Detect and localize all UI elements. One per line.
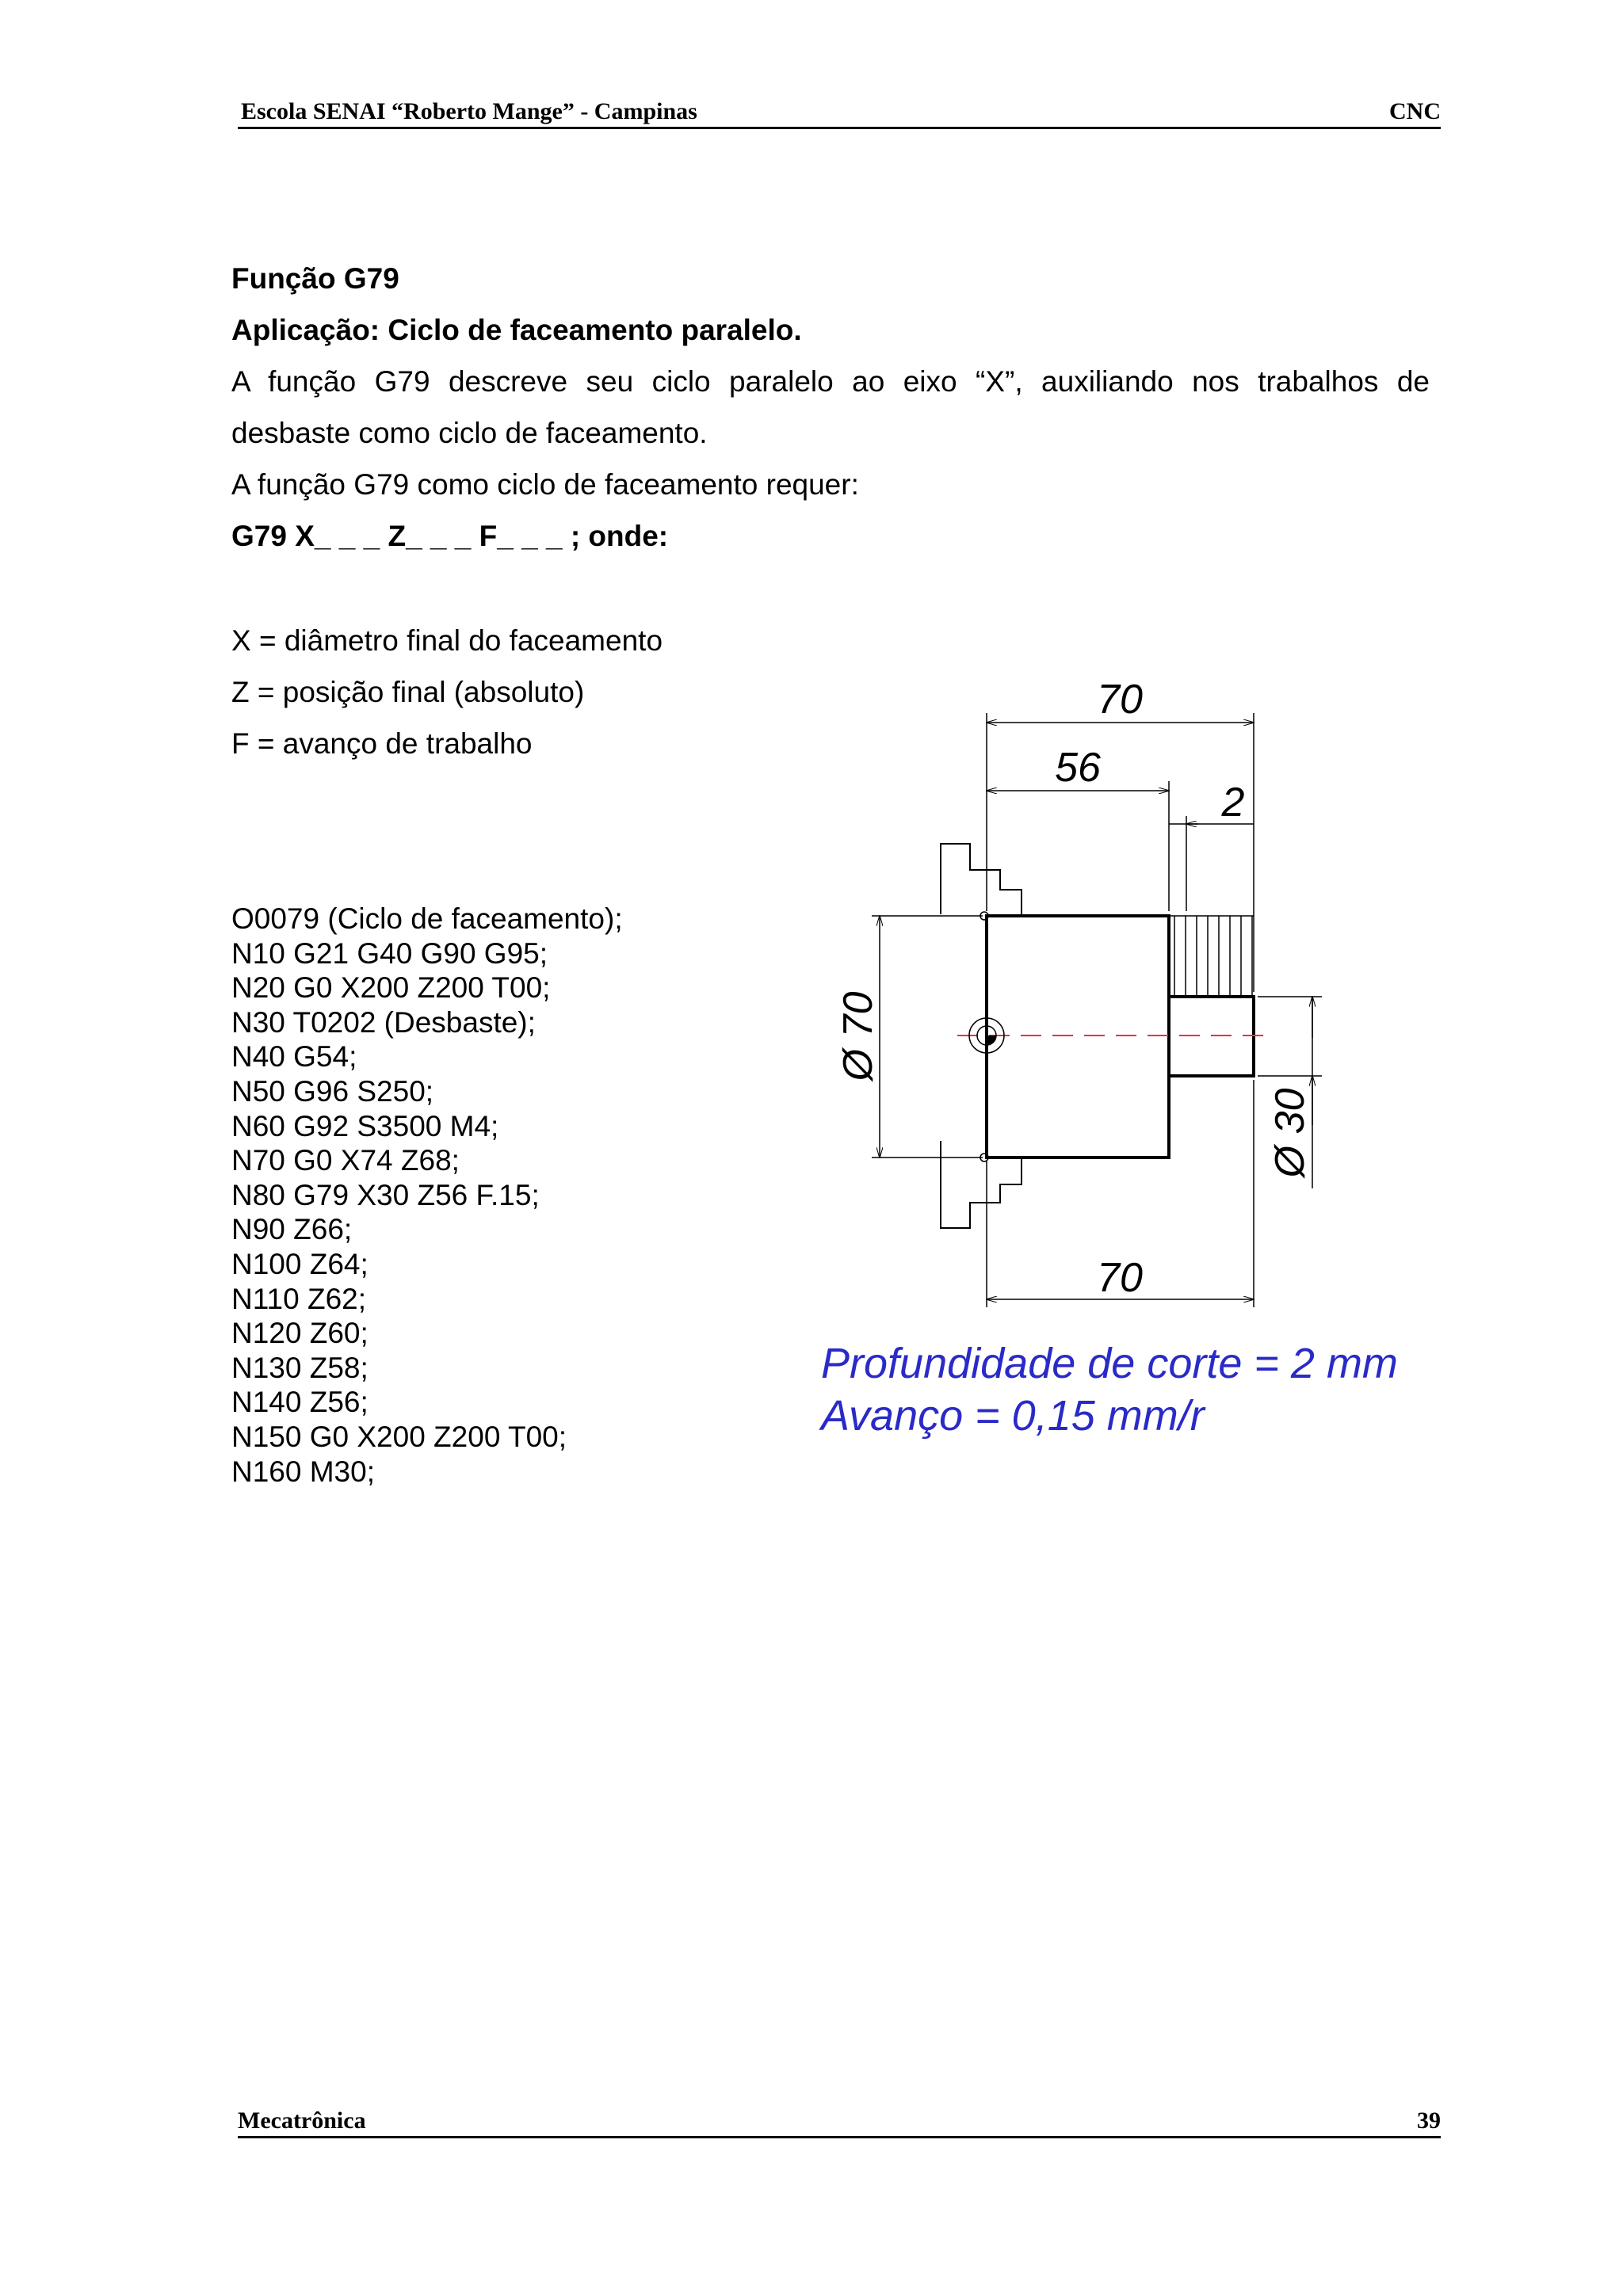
program-line: N120 Z60; xyxy=(231,1317,369,1350)
param-x: X = diâmetro final do faceamento xyxy=(231,624,663,657)
header-subject: CNC xyxy=(1389,98,1441,124)
page-footer xyxy=(238,2104,1441,2138)
section-title: Função G79 xyxy=(231,262,399,295)
dim-label-70-bottom: 70 xyxy=(1097,1255,1143,1301)
dim-label-2: 2 xyxy=(1221,780,1245,826)
description-line-1: A função G79 descreve seu ciclo paralelo ao eixo “X”, auxiliando nos trabalhos de xyxy=(231,365,1430,398)
description-line-2: desbaste como ciclo de faceamento. xyxy=(231,417,708,449)
program-line: N30 T0202 (Desbaste); xyxy=(231,1005,536,1039)
dim-label-70-top: 70 xyxy=(1097,677,1143,723)
program-line: N110 Z62; xyxy=(231,1282,367,1315)
dim-label-dia70: Ø 70 xyxy=(835,991,881,1081)
workpiece-body xyxy=(987,916,1169,1158)
header-school: Escola SENAI “Roberto Mange” - Campinas xyxy=(241,98,697,124)
program-line: O0079 (Ciclo de faceamento); xyxy=(231,902,623,935)
program-line: N10 G21 G40 G90 G95; xyxy=(231,936,548,970)
program-line: N50 G96 S250; xyxy=(231,1074,434,1108)
note-feed-rate: Avanço = 0,15 mm/r xyxy=(821,1392,1205,1440)
program-line: N130 Z58; xyxy=(231,1351,369,1384)
program-line: N60 G92 S3500 M4; xyxy=(231,1109,499,1142)
chuck-jaw-top xyxy=(941,844,1022,914)
page-number: 39 xyxy=(1417,2107,1441,2134)
program-line: N40 G54; xyxy=(231,1040,357,1074)
program-line: N160 M30; xyxy=(231,1455,375,1488)
program-line: N90 Z66; xyxy=(231,1213,353,1246)
chuck-jaw-bottom xyxy=(941,1141,1022,1228)
facing-passes xyxy=(1169,916,1254,997)
dim-label-56: 56 xyxy=(1055,745,1101,791)
requires-text: A função G79 como ciclo de faceamento requer: xyxy=(231,468,859,501)
note-cut-depth: Profundidade de corte = 2 mm xyxy=(821,1340,1398,1387)
param-z: Z = posição final (absoluto) xyxy=(231,676,585,708)
program-line: N20 G0 X200 Z200 T00; xyxy=(231,971,551,1005)
syntax-line: G79 X_ _ _ Z_ _ _ F_ _ _ ; onde: xyxy=(231,520,669,552)
program-line: N150 G0 X200 Z200 T00; xyxy=(231,1420,567,1453)
program-line: N70 G0 X74 Z68; xyxy=(231,1144,460,1177)
param-f: F = avanço de trabalho xyxy=(231,727,533,760)
program-line: N80 G79 X30 Z56 F.15; xyxy=(231,1178,540,1211)
footer-course: Mecatrônica xyxy=(238,2107,366,2134)
section-subtitle: Aplicação: Ciclo de faceamento paralelo. xyxy=(231,314,802,346)
program-line: N140 Z56; xyxy=(231,1386,369,1419)
program-line: N100 Z64; xyxy=(231,1247,369,1280)
dim-label-dia30: Ø 30 xyxy=(1267,1088,1313,1178)
